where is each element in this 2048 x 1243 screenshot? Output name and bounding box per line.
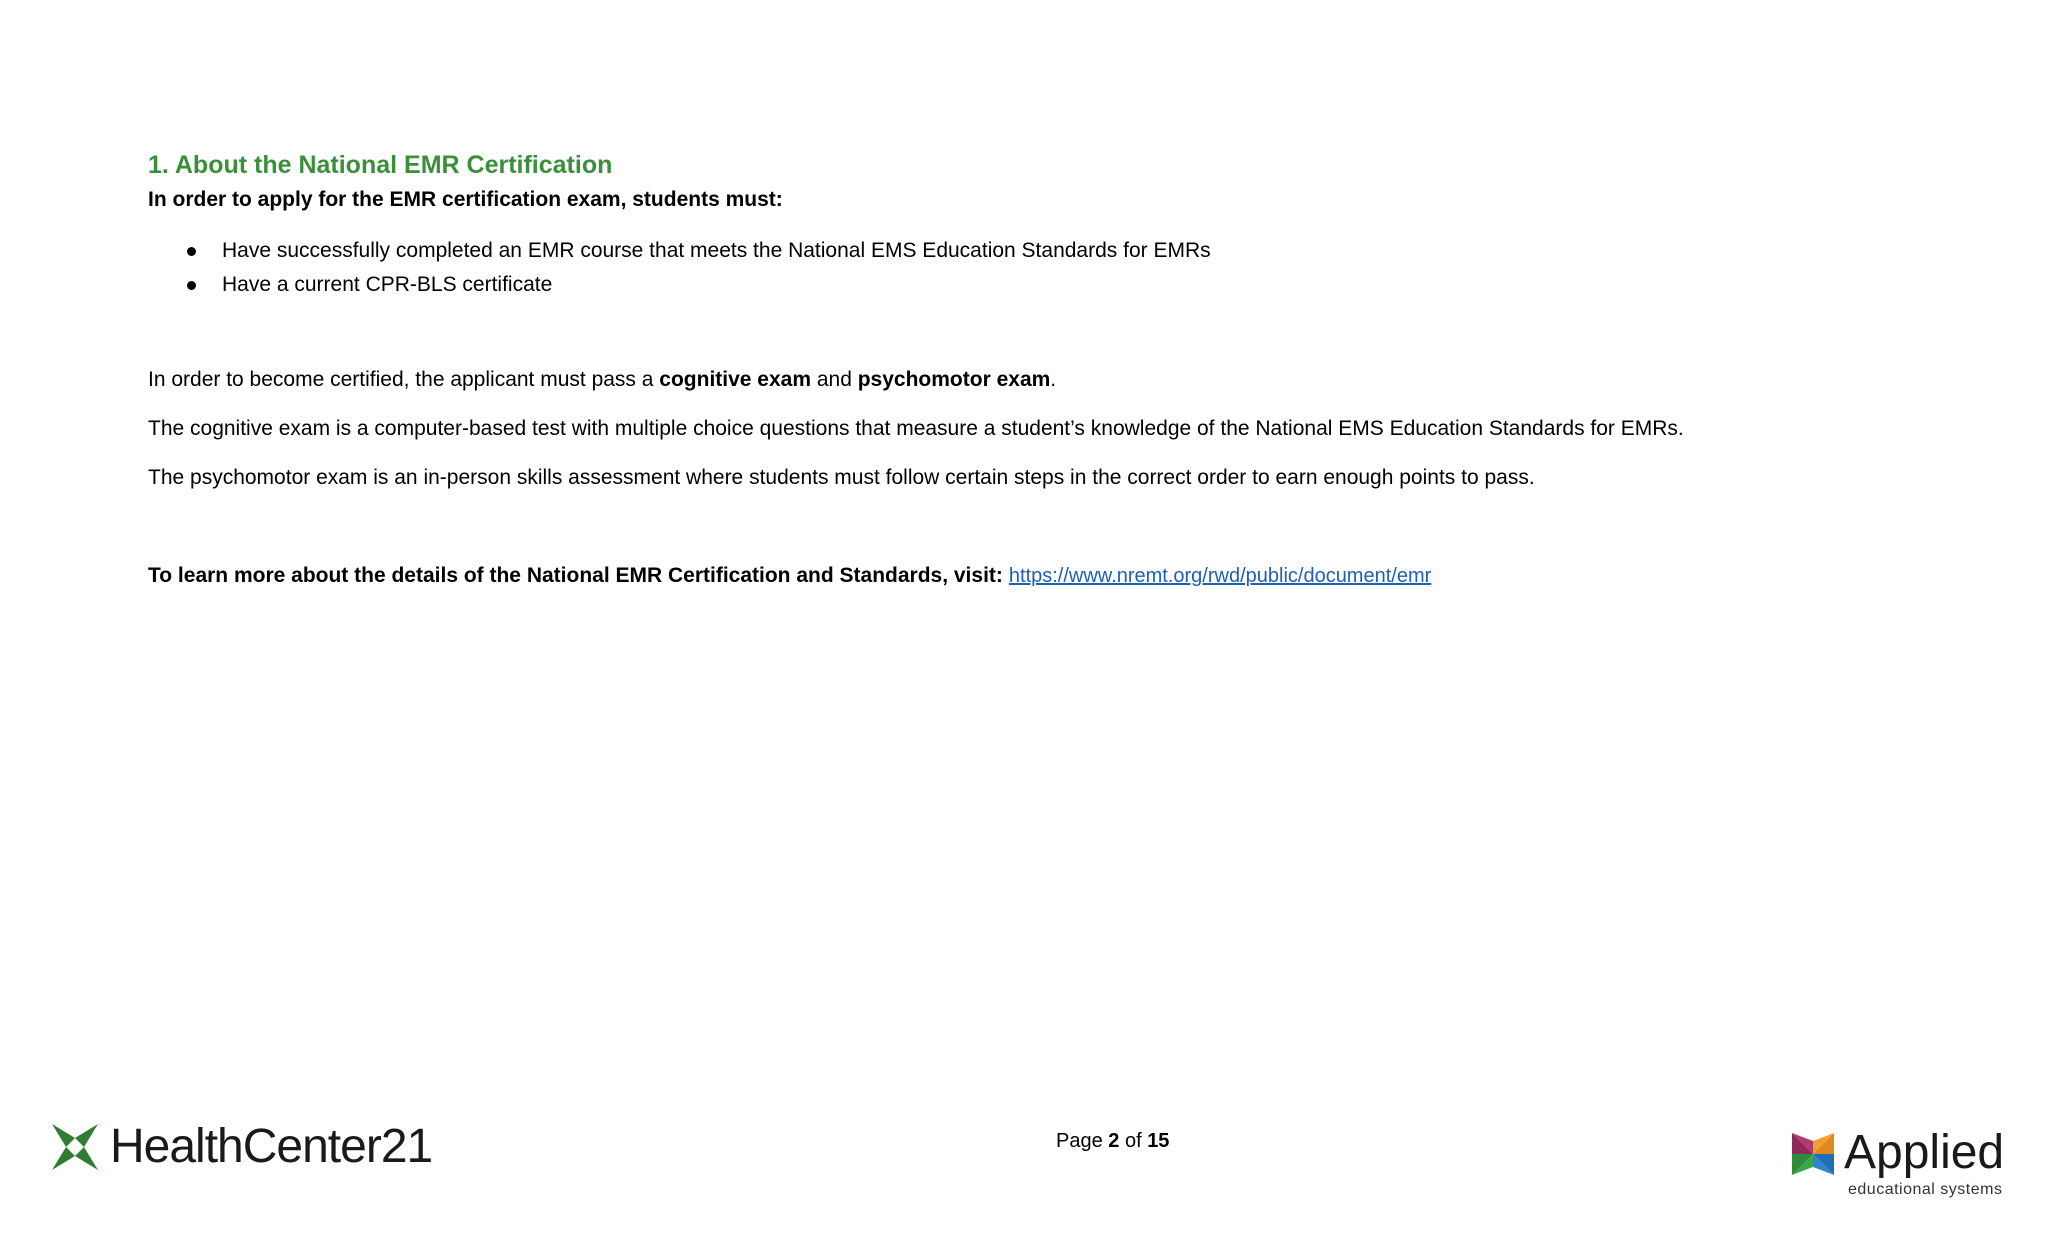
learn-more — [148, 562, 1908, 590]
certification-prefix: In order to become certified, the applicant must pass a — [148, 368, 660, 391]
list-item — [148, 268, 1908, 302]
healthcenter21-logo-text: HealthCenter21 — [110, 1120, 433, 1173]
certification-suffix: . — [1050, 368, 1057, 391]
bullet-icon — [187, 247, 196, 256]
cognitive-exam-term: cognitive exam — [659, 368, 812, 391]
applied-educational-systems-logo — [1792, 1128, 2012, 1208]
page-middle: of — [1119, 1130, 1148, 1152]
section-heading: 1. About the National EMR Certification — [148, 151, 613, 179]
list-item-text: Have a current CPR-BLS certificate — [222, 273, 553, 296]
page-number — [1056, 1128, 1169, 1154]
psychomotor-exam-term: psychomotor exam — [857, 368, 1051, 391]
healthcenter21-logo — [52, 1120, 433, 1173]
psychomotor-description: The psychomotor exam is an in-person skills assessment where students must follow certain steps in the correct order to earn enough points to pass. — [148, 466, 1535, 489]
applied-logo-icon — [1792, 1133, 1834, 1175]
healthcenter21-logo-icon — [52, 1124, 98, 1170]
list-item — [148, 234, 1908, 268]
certification-middle: and — [811, 368, 858, 391]
page-current: 2 — [1108, 1130, 1120, 1152]
applied-logo-tagline: educational systems — [1848, 1181, 2003, 1198]
requirements-lead: In order to apply for the EMR certification exam, students must: — [148, 188, 783, 211]
learn-more-label: To learn more about the details of the National EMR Certification and Standards, visit: — [148, 564, 1003, 587]
list-item-text: Have successfully completed an EMR course that meets the National EMS Education Standards for EMRs — [222, 239, 1211, 262]
cognitive-description: The cognitive exam is a computer-based test with multiple choice questions that measure a student’s knowledge of the National EMS Education Standards for EMRs. — [148, 417, 1684, 440]
applied-logo-text: Applied — [1844, 1126, 2005, 1179]
nremt-link[interactable]: https://www.nremt.org/rwd/public/document/emr — [1008, 565, 1432, 587]
requirements-list — [148, 234, 1908, 302]
page-total: 15 — [1147, 1130, 1170, 1152]
bullet-icon — [187, 281, 196, 290]
document-content — [148, 150, 1908, 590]
page-prefix: Page — [1056, 1130, 1109, 1152]
certification-paragraph — [148, 366, 1908, 394]
